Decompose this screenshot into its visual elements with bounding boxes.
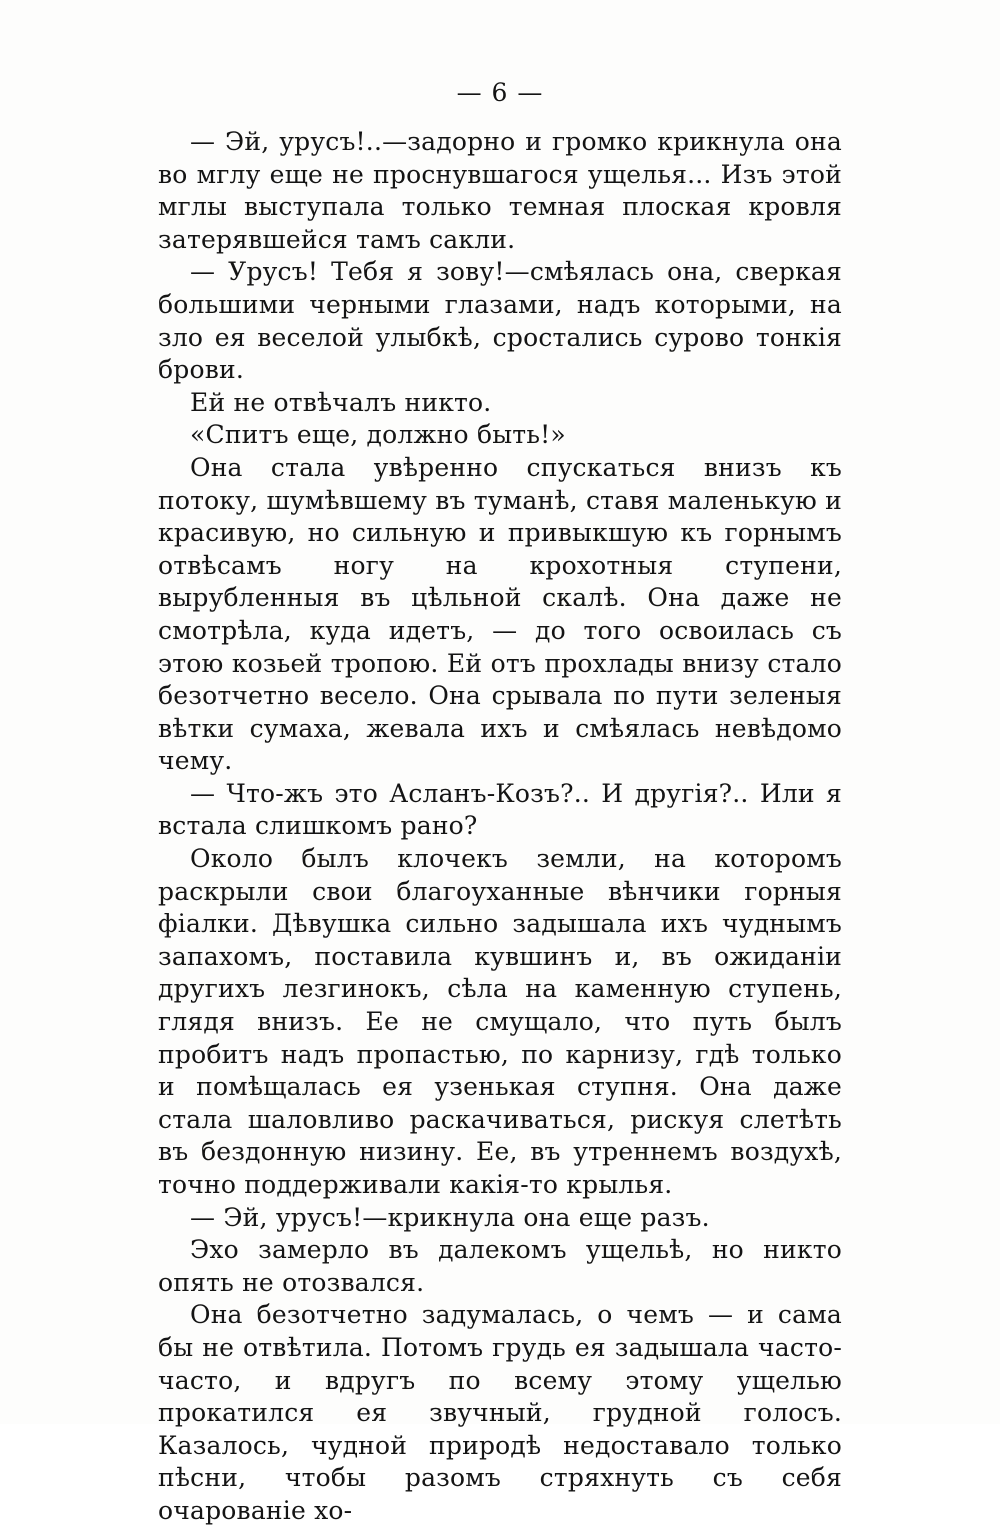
paragraph: Она безотчетно задумалась, о чемъ — и сама бы не отвѣтила. Потомъ грудь ея задышала часто-часто, и вдругъ по всему этому ущелью прокатился ея звучный, грудной голосъ. Казалось, чудной природѣ недоставало только пѣсни, чтобы разомъ стряхнуть съ себя очарованіе хо- (158, 1300, 842, 1525)
page-text (158, 126, 842, 1528)
paragraph: — Эй, урусъ!—крикнула она еще разъ. (190, 1202, 710, 1232)
page-number: — 6 — (456, 78, 544, 107)
paragraph: Она стала увѣренно спускаться внизъ къ потоку, шумѣвшему въ туманѣ, ставя маленькую и красивую, но сильную и привыкшую къ горнымъ отвѣсамъ ногу на крохотныя ступени, вырубленныя въ цѣльной скалѣ. Она даже не смотрѣла, куда идетъ, — до того освоилась съ этою козьей тропою. Ей отъ прохлады внизу стало безотчетно весело. Она срывала по пути зеленыя вѣтки сумаха, жевала ихъ и смѣялась невѣдомо чему. (158, 452, 842, 776)
paragraph: — Что-жъ это Асланъ-Козъ?.. И другія?.. Или я встала слишкомъ рано? (158, 778, 842, 841)
paragraph: Ей не отвѣчалъ никто. (190, 387, 492, 417)
paragraph: — Урусъ! Тебя я зову!—смѣялась она, сверкая большими черными глазами, надъ которыми, на зло ея веселой улыбкѣ, сростались сурово тонкія брови. (158, 257, 842, 385)
paragraph: Эхо замерло въ далекомъ ущельѣ, но никто опять не отозвался. (158, 1235, 842, 1297)
paragraph: — Эй, урусъ!..—задорно и громко крикнула она во мглу еще не проснувшагося ущелья... Изъ этой мглы выступала только темная плоская кровля затерявшейся тамъ сакли. (158, 127, 842, 254)
paragraph: «Спитъ еще, должно быть!» (190, 420, 566, 450)
paragraph: Около былъ клочекъ земли, на которомъ раскрыли свои благоуханные вѣнчики горныя фіалки. Дѣвушка сильно задышала ихъ чуднымъ запахомъ, поставила кувшинъ и, въ ожиданіи другихъ лезгинокъ, сѣла на каменную ступень, глядя внизъ. Ее не смущало, что путь былъ пробитъ надъ пропастью, по карнизу, гдѣ только и помѣщалась ея узенькая ступня. Она даже стала шаловливо раскачиваться, рискуя слетѣть въ бездонную низину. Ее, въ утреннемъ воздухѣ, точно поддерживали какія-то крылья. (158, 844, 842, 1199)
